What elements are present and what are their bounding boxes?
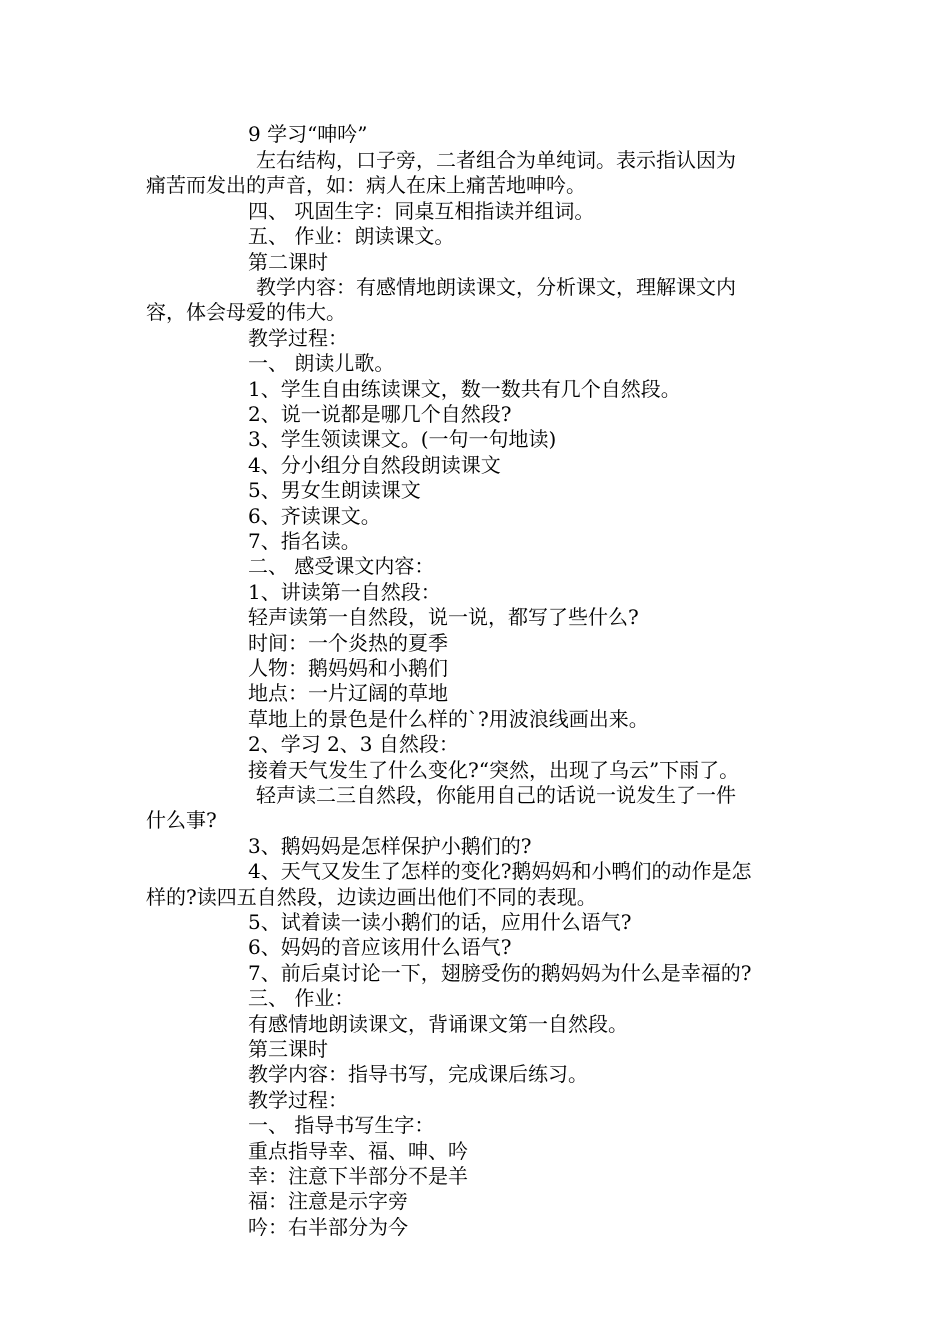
text-line: 轻声读二三自然段，你能用自己的话说一说发生了一件 (256, 783, 736, 807)
text-line: 4、分小组分自然段朗读课文 (248, 453, 501, 477)
text-line: 福：注意是示字旁 (248, 1189, 408, 1213)
text-line: 三、 作业： (248, 986, 355, 1010)
text-line: 草地上的景色是什么样的`?用波浪线画出来。 (248, 707, 649, 731)
text-line: 人物：鹅妈妈和小鹅们 (248, 656, 448, 680)
text-line: 教学内容：有感情地朗读课文，分析课文，理解课文内 (256, 275, 736, 299)
text-line: 教学内容：指导书写，完成课后练习。 (248, 1062, 588, 1086)
text-line: 二、 感受课文内容： (248, 554, 435, 578)
text-line: 教学过程： (248, 1088, 348, 1112)
text-line: 5、男女生朗读课文 (248, 478, 421, 502)
text-line: 3、鹅妈妈是怎样保护小鹅们的? (248, 834, 532, 858)
text-line: 2、说一说都是哪几个自然段? (248, 402, 512, 426)
text-line: 一、 朗读儿歌。 (248, 351, 395, 375)
text-line: 样的?读四五自然段，边读边画出他们不同的表现。 (146, 885, 597, 909)
text-line: 四、 巩固生字：同桌互相指读并组词。 (248, 199, 595, 223)
text-line: 7、指名读。 (248, 529, 361, 553)
text-line: 5、试着读一读小鹅们的话，应用什么语气? (248, 910, 632, 934)
text-line: 幸：注意下半部分不是羊 (248, 1164, 468, 1188)
text-line: 教学过程： (248, 326, 348, 350)
text-line: 6、齐读课文。 (248, 504, 381, 528)
text-line: 1、学生自由练读课文，数一数共有几个自然段。 (248, 377, 681, 401)
text-line: 第三课时 (248, 1037, 328, 1061)
text-line: 重点指导幸、福、呻、吟 (248, 1139, 468, 1163)
text-line: 3、学生领读课文。(一句一句地读) (248, 427, 557, 451)
text-line: 6、妈妈的音应该用什么语气? (248, 935, 512, 959)
text-line: 容，体会母爱的伟大。 (146, 300, 346, 324)
text-line: 地点：一片辽阔的草地 (248, 681, 448, 705)
text-line: 五、 作业：朗读课文。 (248, 224, 455, 248)
text-line: 时间：一个炎热的夏季 (248, 631, 448, 655)
text-line: 第二课时 (248, 250, 328, 274)
text-line: 有感情地朗读课文，背诵课文第一自然段。 (248, 1012, 628, 1036)
text-line: 接着天气发生了什么变化?“突然，出现了乌云”下雨了。 (248, 758, 740, 782)
text-line: 9 学习“呻吟” (248, 122, 368, 146)
text-line: 什么事? (146, 808, 217, 832)
text-line: 2、学习 2、3 自然段： (248, 732, 459, 756)
text-line: 1、讲读第一自然段： (248, 580, 441, 604)
text-line: 4、天气又发生了怎样的变化?鹅妈妈和小鸭们的动作是怎 (248, 859, 752, 883)
text-line: 一、 指导书写生字： (248, 1113, 435, 1137)
text-line: 吟：右半部分为今 (248, 1215, 408, 1239)
text-line: 7、前后桌讨论一下，翅膀受伤的鹅妈妈为什么是幸福的? (248, 961, 752, 985)
text-line: 轻声读第一自然段，说一说，都写了些什么? (248, 605, 639, 629)
text-line: 左右结构，口子旁，二者组合为单纯词。表示指认因为 (256, 148, 736, 172)
text-line: 痛苦而发出的声音，如：病人在床上痛苦地呻吟。 (146, 173, 586, 197)
